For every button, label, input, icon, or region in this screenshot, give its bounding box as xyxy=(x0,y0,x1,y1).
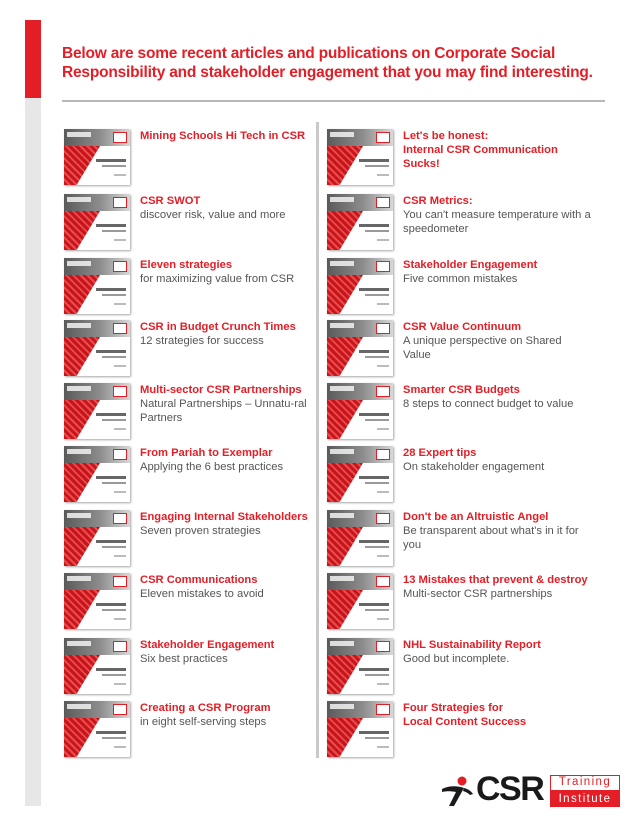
article-item[interactable] xyxy=(64,194,326,252)
article-subtitle: You can't measure temperature with a speedometer xyxy=(403,209,591,235)
article-title[interactable]: Don't be an Altruistic Angel xyxy=(403,511,549,523)
article-item[interactable] xyxy=(64,701,326,759)
article-subtitle: A unique perspective on Shared Value xyxy=(403,335,562,361)
article-thumbnail[interactable] xyxy=(327,638,393,694)
heading-rule xyxy=(62,100,605,102)
article-title[interactable]: Stakeholder Engagement xyxy=(140,639,275,651)
article-subtitle: discover risk, value and more xyxy=(140,209,286,221)
article-title[interactable]: Four Strategies for xyxy=(403,702,504,714)
article-item[interactable] xyxy=(64,510,326,568)
article-item[interactable] xyxy=(327,258,589,316)
article-subtitle: Six best practices xyxy=(140,653,228,665)
article-title[interactable]: 13 Mistakes that prevent & destroy xyxy=(403,574,588,586)
article-thumbnail[interactable] xyxy=(64,320,130,376)
article-item[interactable] xyxy=(64,573,326,631)
article-item[interactable] xyxy=(327,446,589,504)
article-item[interactable] xyxy=(64,383,326,441)
article-title[interactable]: CSR Communications xyxy=(140,574,258,586)
article-thumbnail[interactable] xyxy=(64,573,130,629)
article-title[interactable]: Creating a CSR Program xyxy=(140,702,271,714)
article-item[interactable] xyxy=(64,446,326,504)
left-accent-tab xyxy=(25,20,41,98)
article-subtitle: Eleven mistakes to avoid xyxy=(140,588,264,600)
article-thumbnail[interactable] xyxy=(327,129,393,185)
article-item[interactable] xyxy=(327,320,589,378)
article-title[interactable]: Engaging Internal Stakeholders xyxy=(140,511,308,523)
article-item[interactable] xyxy=(327,383,589,441)
article-title[interactable]: From Pariah to Exemplar xyxy=(140,447,273,459)
left-margin-bar xyxy=(25,20,41,806)
article-thumbnail[interactable] xyxy=(327,383,393,439)
article-thumbnail[interactable] xyxy=(64,194,130,250)
article-subtitle: On stakeholder engagement xyxy=(403,461,545,473)
article-thumbnail[interactable] xyxy=(64,701,130,757)
article-thumbnail[interactable] xyxy=(327,701,393,757)
article-subtitle: 8 steps to connect budget to value xyxy=(403,398,574,410)
article-title[interactable]: CSR SWOT xyxy=(140,195,201,207)
article-thumbnail[interactable] xyxy=(64,510,130,566)
article-subtitle: in eight self-serving steps xyxy=(140,716,267,728)
article-item[interactable] xyxy=(327,194,589,252)
article-title[interactable]: Stakeholder Engagement xyxy=(403,259,538,271)
intro-line-1: Below are some recent articles and publications on Corporate Social xyxy=(62,45,556,62)
article-item[interactable] xyxy=(327,701,589,759)
article-title[interactable]: Let's be honest: xyxy=(403,130,489,142)
article-item[interactable] xyxy=(64,129,326,187)
article-thumbnail[interactable] xyxy=(64,258,130,314)
article-thumbnail[interactable] xyxy=(64,383,130,439)
article-item[interactable] xyxy=(327,638,589,696)
article-subtitle: Applying the 6 best practices xyxy=(140,461,284,473)
person-icon xyxy=(440,775,474,807)
article-item[interactable] xyxy=(327,573,589,631)
article-title[interactable]: CSR in Budget Crunch Times xyxy=(140,321,296,333)
article-title[interactable]: CSR Value Continuum xyxy=(403,321,522,333)
article-title[interactable]: CSR Metrics: xyxy=(403,195,473,207)
article-title[interactable]: Smarter CSR Budgets xyxy=(403,384,520,396)
article-title[interactable]: Multi-sector CSR Partnerships xyxy=(140,384,302,396)
article-subtitle: Natural Partnerships – Unnatu-ral Partners xyxy=(140,398,307,424)
article-item[interactable] xyxy=(64,320,326,378)
logo-institute-text: Institute xyxy=(550,791,620,807)
article-thumbnail[interactable] xyxy=(327,258,393,314)
intro-line-2: Responsibility and stakeholder engagement that you may find interesting. xyxy=(62,64,593,81)
article-item[interactable] xyxy=(327,510,589,568)
logo-training-text: Training xyxy=(550,775,620,791)
article-subtitle: Be transparent about what's in it for you xyxy=(403,525,579,551)
logo-csr-text: CSR xyxy=(476,770,544,808)
article-subtitle: Good but incomplete. xyxy=(403,653,510,665)
article-thumbnail[interactable] xyxy=(327,510,393,566)
article-subtitle: Five common mistakes xyxy=(403,273,518,285)
article-item[interactable] xyxy=(327,129,589,187)
article-subtitle: 12 strategies for success xyxy=(140,335,264,347)
article-subtitle: for maximizing value from CSR xyxy=(140,273,295,285)
article-title[interactable]: NHL Sustainability Report xyxy=(403,639,541,651)
article-subtitle: Multi-sector CSR partnerships xyxy=(403,588,553,600)
article-subtitle: Seven proven strategies xyxy=(140,525,261,537)
csr-training-institute-logo[interactable] xyxy=(440,770,620,808)
logo-training-box xyxy=(550,775,620,807)
article-thumbnail[interactable] xyxy=(64,446,130,502)
article-title[interactable]: 28 Expert tips xyxy=(403,447,477,459)
article-thumbnail[interactable] xyxy=(64,638,130,694)
intro-heading xyxy=(62,44,607,82)
article-title[interactable]: Mining Schools Hi Tech in CSR xyxy=(140,130,306,142)
article-thumbnail[interactable] xyxy=(327,194,393,250)
article-item[interactable] xyxy=(64,638,326,696)
article-thumbnail[interactable] xyxy=(327,573,393,629)
article-item[interactable] xyxy=(64,258,326,316)
article-thumbnail[interactable] xyxy=(327,446,393,502)
article-subtitle: Internal CSR Communication Sucks! xyxy=(403,144,558,170)
article-thumbnail[interactable] xyxy=(327,320,393,376)
article-thumbnail[interactable] xyxy=(64,129,130,185)
article-title[interactable]: Eleven strategies xyxy=(140,259,233,271)
article-subtitle: Local Content Success xyxy=(403,716,527,728)
